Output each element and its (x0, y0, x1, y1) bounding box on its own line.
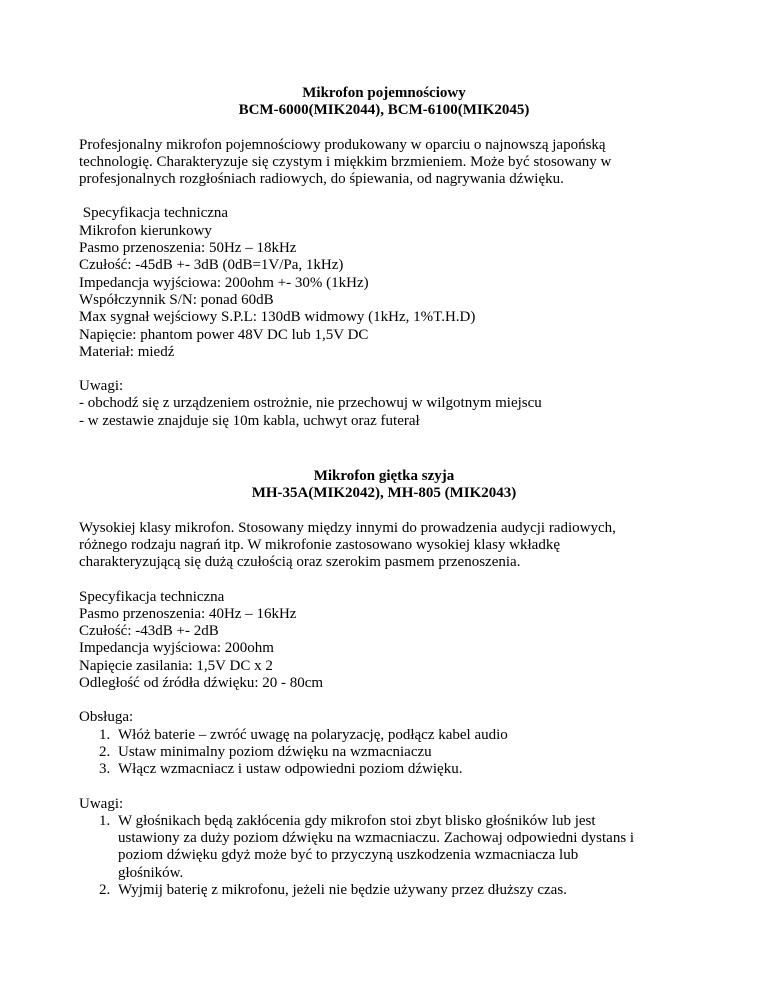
list-number: 2. (99, 881, 111, 898)
spec-line: Napięcie: phantom power 48V DC lub 1,5V DC (79, 326, 369, 343)
section1-spec (79, 205, 689, 361)
spec-line: Impedancja wyjściowa: 200ohm (79, 640, 274, 657)
list-number: 1. (99, 726, 111, 743)
list-text-line: głośników. (118, 864, 184, 881)
section1-title: Mikrofon pojemnościowy (302, 85, 466, 101)
spec-line: Współczynnik S/N: ponad 60dB (79, 291, 274, 308)
spec-line: Max sygnał wejściowy S.P.L: 130dB widmowy (1kHz, 1%T.H.D) (79, 309, 476, 326)
document-content (79, 85, 689, 899)
section1-notes (79, 378, 689, 430)
notes-list (79, 813, 689, 899)
note-line: - w zestawie znajduje się 10m kabla, uchwyt oraz futerał (79, 412, 420, 429)
list-item (79, 744, 689, 761)
spec-line: Materiał: miedź (79, 343, 175, 360)
list-text: Ustaw minimalny poziom dźwięku na wzmacniaczu (118, 743, 432, 760)
section1-intro-line: Profesjonalny mikrofon pojemnościowy produkowany w oparciu o najnowszą japońską (79, 136, 606, 153)
list-item (79, 727, 689, 744)
section1-intro-line: profesjonalnych rozgłośniach radiowych, do śpiewania, od nagrywania dźwięku. (79, 171, 564, 188)
section1-intro (79, 137, 689, 189)
section2-subtitle: MH-35A(MIK2042), MH-805 (MIK2043) (251, 485, 517, 502)
list-text: Włącz wzmacniacz i ustaw odpowiedni poziom dźwięku. (118, 761, 463, 778)
list-text-line: ustawiony za duży poziom dźwięku na wzmacniaczu. Zachowaj odpowiedni dystans i (118, 830, 635, 847)
usage-list (79, 727, 689, 779)
spec-line: Czułość: -45dB +- 3dB (0dB=1V/Pa, 1kHz) (79, 257, 344, 274)
list-text-line: W głośnikach będą zakłócenia gdy mikrofon stoi zbyt blisko głośników lub jest (118, 812, 596, 829)
spec-heading: Specyfikacja techniczna (79, 205, 229, 222)
section2-intro-line: Wysokiej klasy mikrofon. Stosowany między innymi do prowadzenia audycji radiowych, (79, 519, 616, 536)
list-number: 3. (99, 761, 111, 778)
spec-line: Impedancja wyjściowa: 200ohm +- 30% (1kHz) (79, 274, 369, 291)
usage-heading: Obsługa: (79, 709, 134, 726)
spec-heading: Specyfikacja techniczna (79, 588, 225, 605)
section2-usage (79, 709, 689, 778)
list-item (79, 882, 689, 899)
notes-heading: Uwagi: (79, 795, 124, 812)
section2-title: Mikrofon giętka szyja (313, 468, 455, 485)
spec-line: Mikrofon kierunkowy (79, 222, 212, 239)
list-text-line: poziom dźwięku gdyż może być to przyczyną uszkodzenia wzmacniacza lub (118, 847, 579, 864)
spec-line: Odległość od źródła dźwięku: 20 - 80cm (79, 675, 324, 692)
section2-intro-line: charakteryzującą się dużą czułością oraz szerokim pasmem przenoszenia. (79, 554, 521, 571)
spec-line: Pasmo przenoszenia: 40Hz – 16kHz (79, 605, 297, 622)
section2-intro-line: różnego rodzaju nagrań itp. W mikrofonie zastosowano wysokiej klasy wkładkę (79, 536, 560, 553)
note-line: - obchodź się z urządzeniem ostrożnie, nie przechowuj w wilgotnym miejscu (79, 395, 542, 412)
spec-line: Czułość: -43dB +- 2dB (79, 623, 219, 640)
list-text-line: Wyjmij baterię z mikrofonu, jeżeli nie będzie używany przez dłuższy czas. (118, 881, 567, 898)
list-number: 2. (99, 743, 111, 760)
section1-intro-line: technologię. Charakteryzuje się czystym i miękkim brzmieniem. Może być stosowany w (79, 153, 612, 170)
section2-notes (79, 796, 689, 900)
section2-intro (79, 520, 689, 572)
list-item (79, 761, 689, 778)
list-text: Włóż baterie – zwróć uwagę na polaryzację, podłącz kabel audio (118, 726, 508, 743)
spec-line: Napięcie zasilania: 1,5V DC x 2 (79, 657, 273, 674)
spec-line: Pasmo przenoszenia: 50Hz – 18kHz (79, 240, 297, 257)
list-item (79, 813, 689, 882)
notes-heading: Uwagi: (79, 378, 124, 395)
section2-spec (79, 589, 689, 693)
section1-subtitle: BCM-6000(MIK2044), BCM-6100(MIK2045) (238, 102, 530, 119)
list-number: 1. (99, 812, 111, 829)
